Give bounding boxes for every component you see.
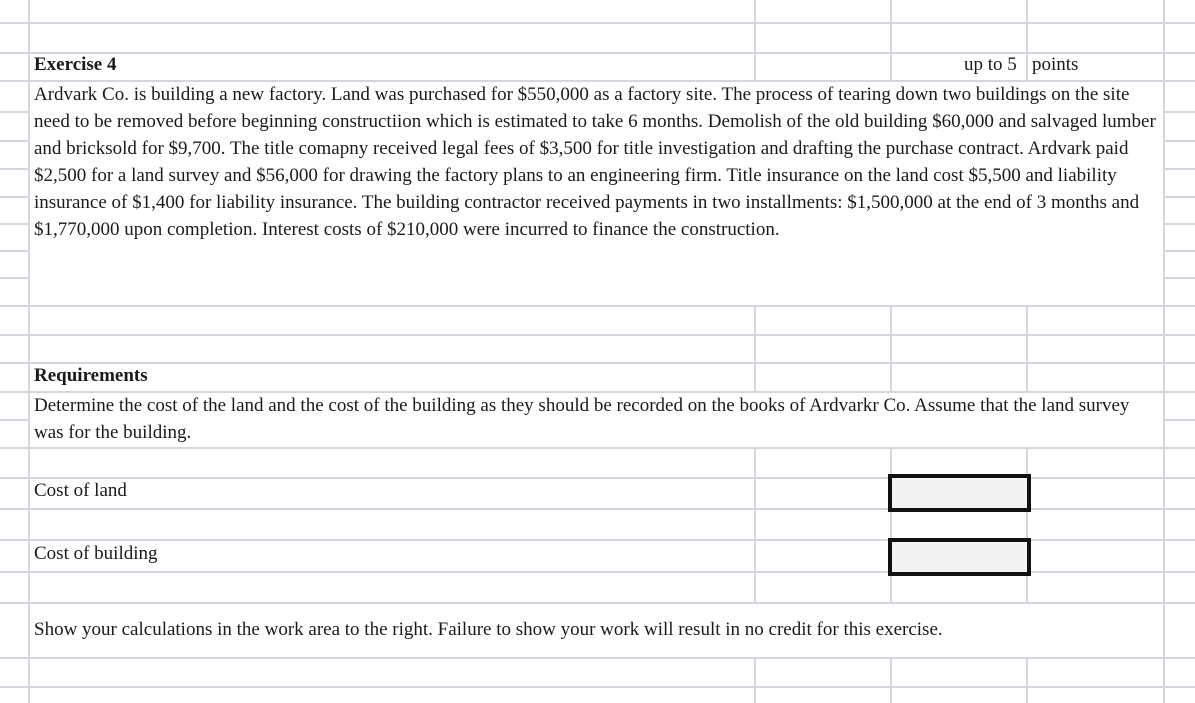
column-gridline [1163,0,1165,703]
requirements-heading: Requirements [34,365,148,386]
row-gridline [0,447,1195,449]
row-gridline [0,657,1195,659]
row-gridline [0,305,1195,307]
row-gridline [0,362,1195,364]
cost-of-building-input[interactable] [888,538,1031,576]
row-gridline [0,686,1195,688]
row-gridline [0,22,1195,24]
problem-text: Ardvark Co. is building a new factory. Land was purchased for $550,000 as a factory site. The process of tearing down two buildings on the site need to be removed before beginning constructiion which is estimated to take 6 months. Demolish of the old building $60,000 and salvaged lumber and bricksold for $9,700. The title comapny received legal fees of $3,500 for title investigation and drafting the purchase contract. Ardvark paid $2,500 for a land survey and $56,000 for drawing the factory plans to an engineering firm. Title insurance on the land cost $5,500 and liability insurance of $1,400 for liability insurance. The building contractor received payments in two installments: $1,500,000 at the end of 3 months and $1,770,000 upon completion. Interest costs of $210,000 were incurred to finance the construction. [34,84,1156,240]
cost-of-land-input[interactable] [888,474,1031,512]
points-label: points [1032,54,1079,75]
cost-of-building-label: Cost of building [34,543,158,564]
cost-of-land-label: Cost of land [34,480,127,501]
requirements-text: Determine the cost of the land and the cost of the building as they should be recorded on the books of Ardvarkr Co. Assume that the land survey was for the building. [34,395,1130,443]
row-gridline [0,334,1195,336]
instructions-text: Show your calculations in the work area to the right. Failure to show your work will result in no credit for this exercise. [34,619,943,640]
points-value: up to 5 [964,54,1017,75]
exercise-title: Exercise 4 [34,54,117,75]
